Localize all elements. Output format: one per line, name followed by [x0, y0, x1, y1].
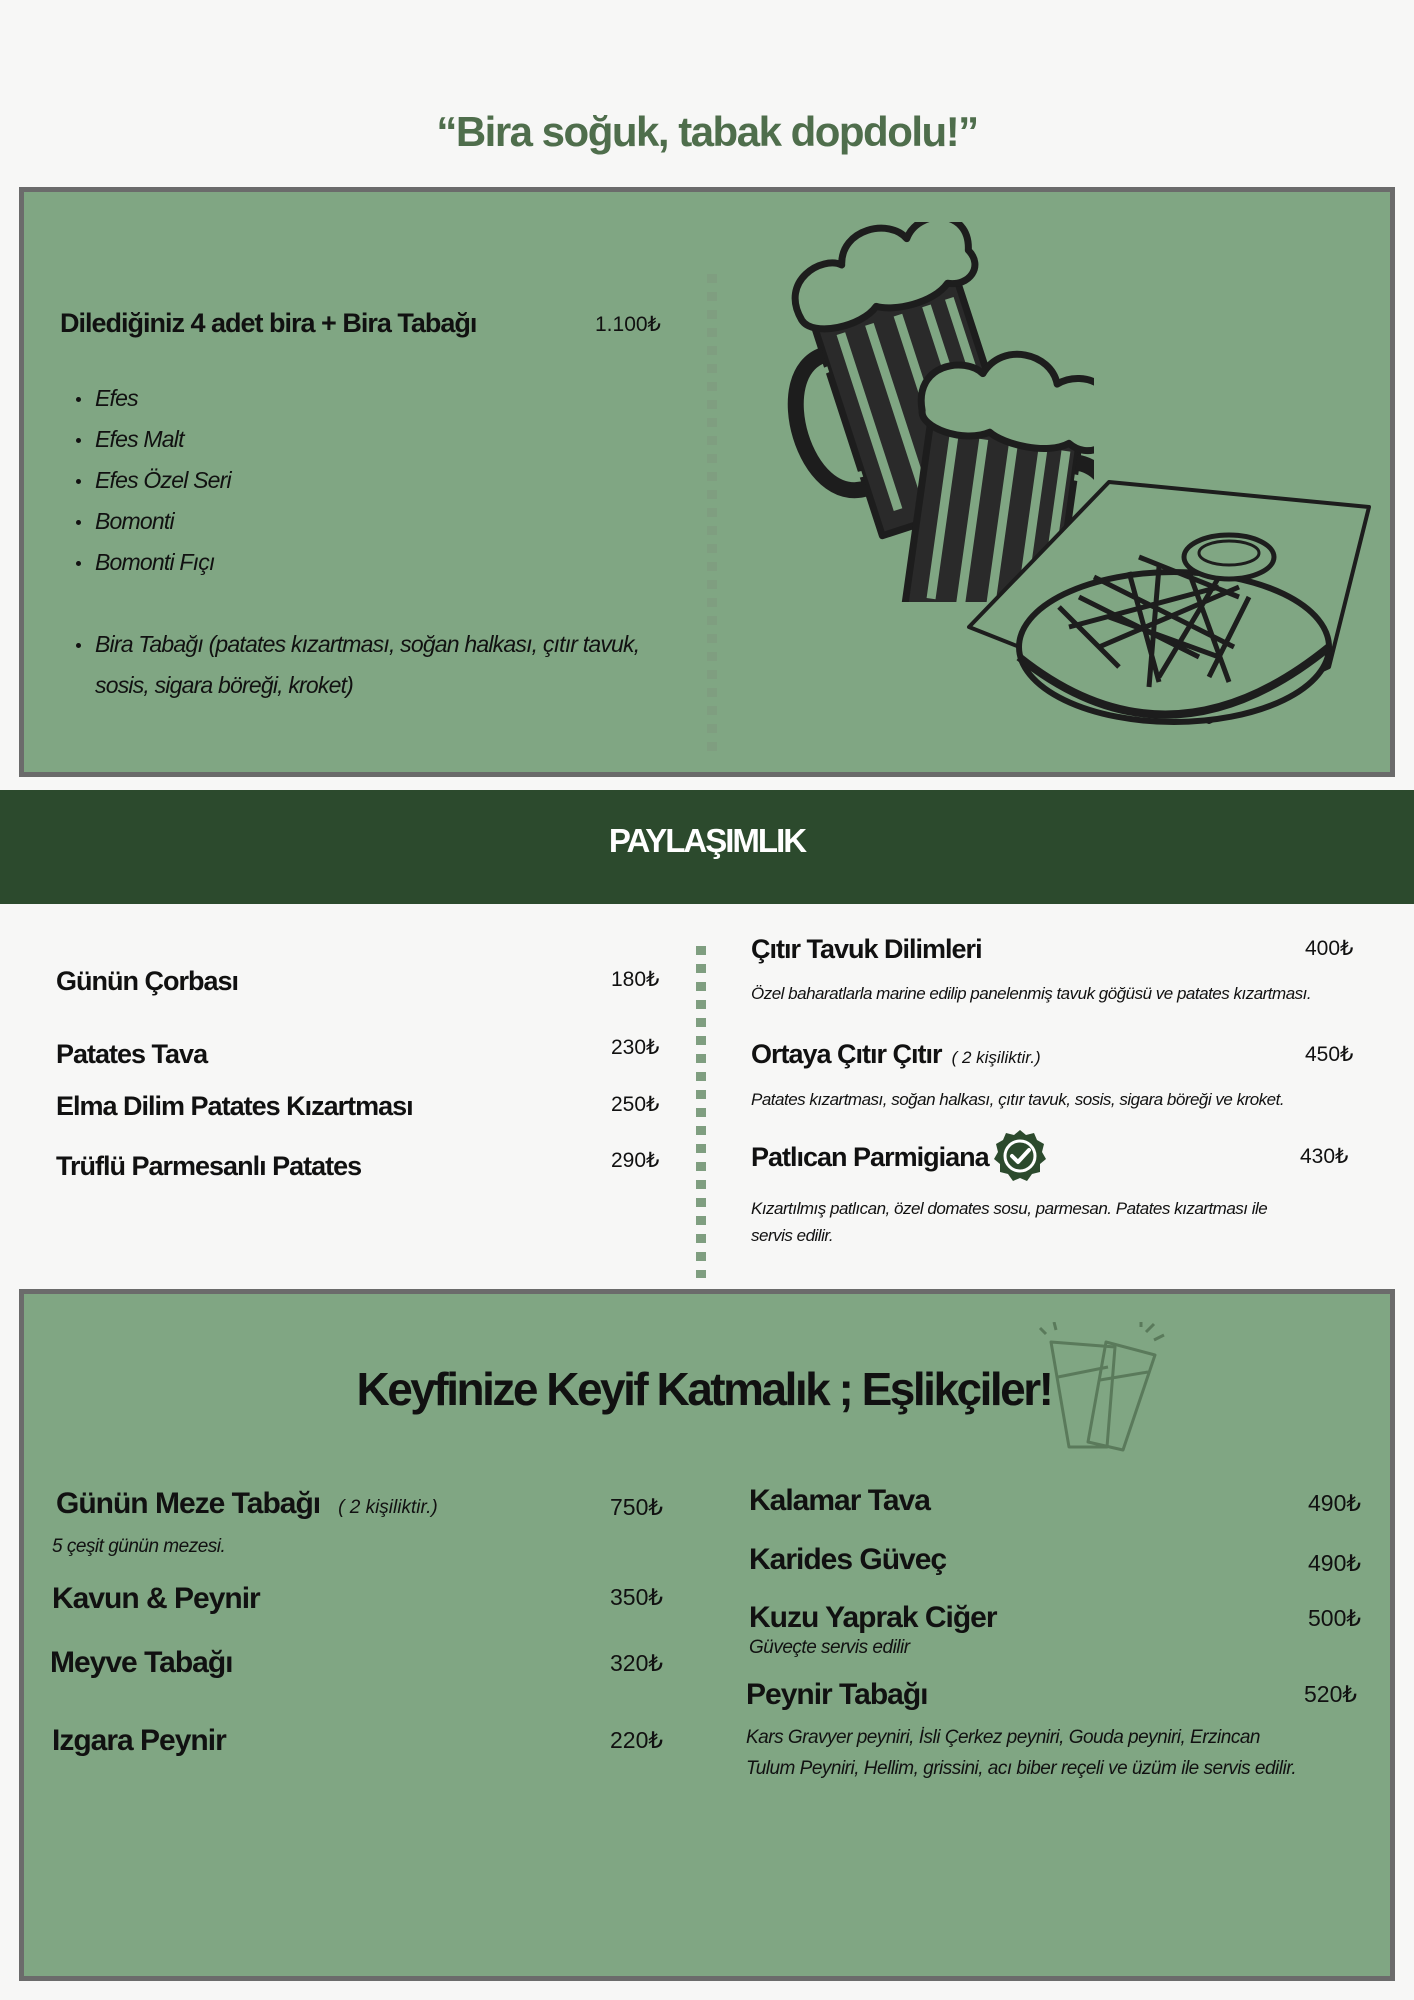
menu-item-note: ( 2 kişiliktir.) [338, 1497, 438, 1518]
divider [696, 946, 706, 1278]
description-line-1: Kars Gravyer peyniri, İsli Çerkez peyniri, Gouda peyniri, Erzincan [746, 1727, 1260, 1748]
plate-line-1: Bira Tabağı (patates kızartması, soğan halkası, çıtır tavuk, [95, 631, 640, 657]
menu-item-price: 250₺ [611, 1093, 660, 1116]
menu-item-name: Günün Çorbası [56, 966, 238, 996]
list-item: Efes [60, 378, 231, 419]
fries-basket-icon [959, 477, 1379, 747]
menu-item-name: Peynir Tabağı [746, 1678, 928, 1711]
menu-item-price: 350₺ [610, 1584, 664, 1610]
beer-offer-box [19, 187, 1395, 777]
menu-item-name: Kavun & Peynir [52, 1582, 260, 1615]
menu-item-price: 490₺ [1308, 1490, 1362, 1516]
menu-item-name: Izgara Peynir [52, 1724, 226, 1757]
plate-list [60, 624, 639, 706]
divider [707, 274, 717, 752]
menu-item-price: 230₺ [611, 1036, 660, 1059]
meze-box [19, 1289, 1395, 1981]
menu-item-description: 5 çeşit günün mezesi. [52, 1536, 226, 1557]
menu-item-price: 430₺ [1300, 1145, 1349, 1168]
beer-offer-title: Dilediğiniz 4 adet bira + Bira Tabağı [60, 308, 477, 338]
menu-item-price: 320₺ [610, 1650, 664, 1676]
menu-item-title: Ortaya Çıtır Çıtır [751, 1039, 942, 1069]
menu-item-name: Kalamar Tava [749, 1484, 930, 1517]
menu-item-price: 400₺ [1305, 937, 1354, 960]
list-item: Efes Malt [60, 419, 231, 460]
menu-item-price: 750₺ [610, 1494, 664, 1520]
menu-item-name [56, 1487, 438, 1521]
section-title: PAYLAŞIMLIK [608, 822, 806, 859]
menu-item-price: 520₺ [1304, 1681, 1358, 1707]
menu-item-title: Günün Meze Tabağı [56, 1487, 321, 1520]
list-item [60, 624, 639, 706]
beer-list [60, 378, 231, 583]
menu-item-price: 220₺ [610, 1727, 664, 1753]
glasses-icon [1036, 1322, 1196, 1462]
list-item: Bomonti [60, 501, 231, 542]
menu-item-name: Patlıcan Parmigiana [751, 1142, 989, 1172]
beer-offer-price: 1.100₺ [595, 313, 661, 336]
menu-item-price: 500₺ [1308, 1605, 1362, 1631]
plate-line-2: sosis, sigara böreği, kroket) [95, 672, 354, 698]
menu-item-name [751, 1039, 1041, 1070]
menu-item-description: Güveçte servis edilir [749, 1637, 910, 1658]
description-line-2: servis edilir. [751, 1226, 834, 1245]
menu-item-price: 290₺ [611, 1149, 660, 1172]
section-title: Keyfinize Keyif Katmalık ; Eşlikçiler! [356, 1363, 1052, 1415]
menu-item-description: Patates kızartması, soğan halkası, çıtır tavuk, sosis, sigara böreği ve kroket. [751, 1090, 1285, 1109]
badge-check-icon [992, 1128, 1048, 1184]
description-line-2: Tulum Peyniri, Hellim, grissini, acı biber reçeli ve üzüm ile servis edilir. [746, 1758, 1297, 1779]
menu-item-note: ( 2 kişiliktir.) [951, 1048, 1041, 1067]
menu-item-price: 490₺ [1308, 1550, 1362, 1576]
menu-item-name: Karides Güveç [749, 1543, 947, 1576]
menu-item-name: Trüflü Parmesanlı Patates [56, 1151, 362, 1181]
menu-item-name: Meyve Tabağı [50, 1646, 233, 1679]
section-banner [0, 790, 1414, 904]
slogan: “Bira soğuk, tabak dopdolu!” [436, 108, 978, 155]
menu-item-name: Çıtır Tavuk Dilimleri [751, 934, 982, 964]
menu-item-price: 450₺ [1305, 1043, 1354, 1066]
menu-item-description [746, 1722, 1296, 1784]
list-item: Bomonti Fıçı [60, 542, 231, 583]
list-item: Efes Özel Seri [60, 460, 231, 501]
menu-item-price: 180₺ [611, 968, 660, 991]
menu-item-description: Özel baharatlarla marine edilip panelenmiş tavuk göğüsü ve patates kızartması. [751, 984, 1312, 1003]
menu-item-name: Kuzu Yaprak Ciğer [749, 1601, 997, 1634]
menu-item-description [751, 1195, 1267, 1249]
menu-item-name: Elma Dilim Patates Kızartması [56, 1091, 413, 1121]
description-line-1: Kızartılmış patlıcan, özel domates sosu, parmesan. Patates kızartması ile [751, 1199, 1268, 1218]
menu-item-name: Patates Tava [56, 1039, 208, 1069]
